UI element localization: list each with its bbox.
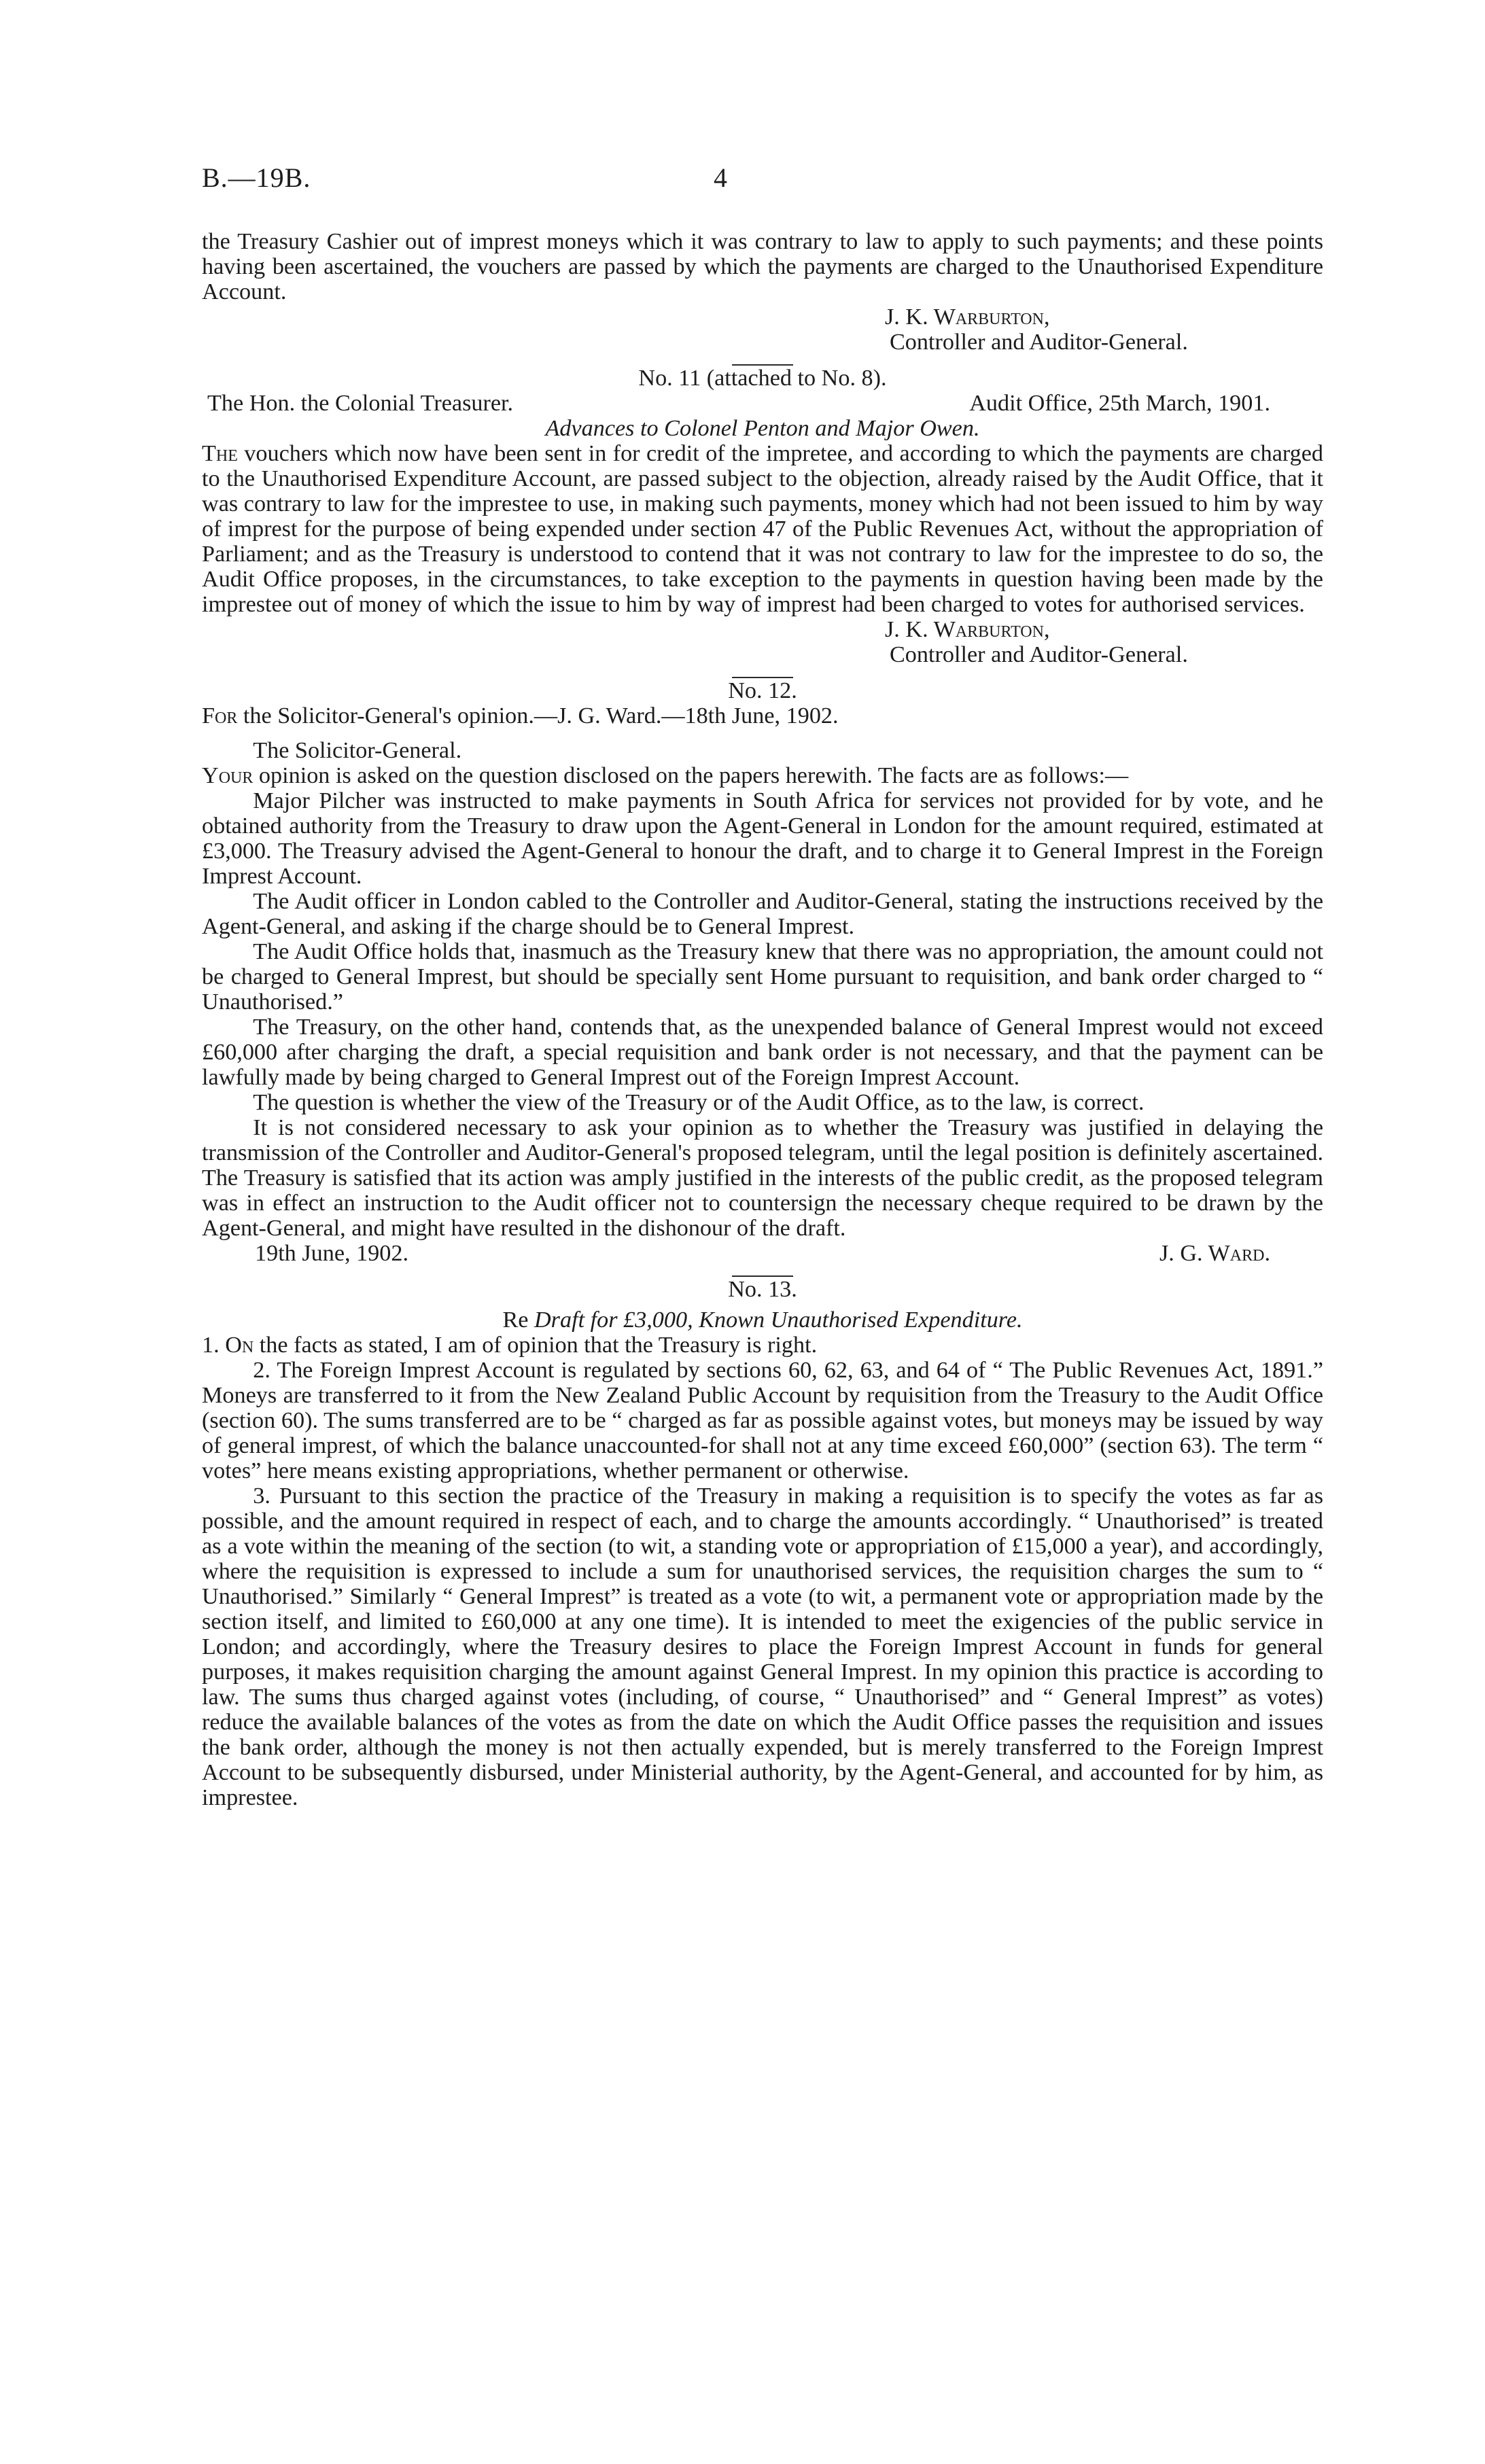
section-paragraph: The question is whether the view of the Treasury or of the Audit Office, as to the law, is correct. bbox=[253, 1090, 1145, 1115]
section-paragraph bbox=[202, 441, 1323, 617]
section-subject bbox=[202, 1307, 1323, 1333]
numbered-paragraph: 2. The Foreign Imprest Account is regulated by sections 60, 62, 63, and 64 of “ The Public Revenues Act, 1891.” Moneys are transferred to it from the New Zealand Public Account by requisition from the Treasury to the Audit Office (section 60). The sums transferred are to be “ charged as far as possible against votes, but moneys may be issued by way of general imprest, of which the balance unaccounted-for shall not at any time exceed £60,000” (section 63). The term “ votes” here means existing appropriations, whether permanent or otherwise. bbox=[202, 1358, 1323, 1483]
lead-word: For bbox=[202, 703, 238, 728]
date: 19th June, 1902. bbox=[255, 1241, 409, 1266]
section-paragraph: Major Pilcher was instructed to make payments in South Africa for services not provided for by vote, and he obtained authority from the Treasury to draw upon the Agent-General in London for the amount required, estimated at £3,000. The Treasury advised the Agent-General to honour the draft, and to charge it to General Imprest in the Foreign Imprest Account. bbox=[202, 788, 1323, 889]
page-header bbox=[202, 162, 1323, 209]
lead-word: Your bbox=[202, 763, 254, 788]
numbered-paragraph bbox=[202, 1333, 1323, 1358]
paragraph-text: the facts as stated, I am of opinion that the Treasury is right. bbox=[259, 1333, 818, 1358]
section-heading: No. 13. bbox=[728, 1277, 797, 1302]
section-paragraph: The Treasury, on the other hand, contends that, as the unexpended balance of General Imprest would not exceed £60,000 after charging the draft, a special requisition and bank order is not necessary, and that the payment can be lawfully made by being charged to General Imprest out of the Foreign Imprest Account. bbox=[202, 1015, 1323, 1090]
document-id: B.—19B. bbox=[202, 162, 311, 193]
document-no-11 bbox=[202, 366, 1323, 667]
section-heading: No. 11 (attached to No. 8). bbox=[638, 366, 887, 391]
request-line bbox=[202, 703, 1323, 728]
paragraph-number: 1. bbox=[202, 1333, 220, 1358]
paragraph-text: vouchers which now have been sent in for credit of the impretee, and according to which the payments are charged to the Unauthorised Expenditure Account, are passed subject to the objection, already raised by the Audit Office, that it was contrary to law for the imprestee to use, in making such payments, money which had not been issued to him by way of imprest for the purpose of being expended under section 47 of the Public Revenues Act, without the appropriation of Parliament; and as the Treasury is understood to contend that it was not contrary to law for the imprestee to do so, the Audit Office proposes, in the circumstances, to take exception to the payments in question having been made by the imprestee out of money of which the issue to him by way of imprest had been charged to votes for authorised services. bbox=[202, 441, 1324, 617]
document-no-12 bbox=[202, 678, 1323, 1266]
place-date: Audit Office, 25th March, 1901. bbox=[969, 391, 1270, 416]
section-heading: No. 12. bbox=[728, 678, 797, 703]
addressee: The Hon. the Colonial Treasurer. bbox=[207, 391, 514, 416]
opening-continuation bbox=[202, 229, 1323, 355]
date-signature-line bbox=[202, 1241, 1323, 1266]
page-number: 4 bbox=[714, 162, 727, 193]
signature-name: J. K. Warburton, bbox=[885, 304, 1050, 330]
subject-prefix: Re bbox=[502, 1307, 529, 1333]
signature: J. G. Ward. bbox=[1159, 1241, 1270, 1266]
opening-paragraph: the Treasury Cashier out of imprest moneys which it was contrary to law to apply to such payments; and these points having been ascertained, the vouchers are passed by which the payments are charged to the Unauthorised Expenditure Account. bbox=[202, 229, 1323, 304]
subject-text: Draft for £3,000, Known Unauthorised Expenditure. bbox=[534, 1307, 1023, 1333]
signature-title: Controller and Auditor-General. bbox=[890, 330, 1188, 355]
document-no-13 bbox=[202, 1277, 1323, 1810]
address-line bbox=[202, 391, 1323, 416]
section-paragraph bbox=[202, 763, 1323, 788]
lead-word: The bbox=[202, 441, 238, 466]
signature-name: J. K. Warburton, bbox=[885, 617, 1050, 642]
section-paragraph: The Audit officer in London cabled to the Controller and Auditor-General, stating the instructions received by the Agent-General, and asking if the charge should be to General Imprest. bbox=[202, 889, 1323, 939]
paragraph-text: opinion is asked on the question disclosed on the papers herewith. The facts are as follows:— bbox=[258, 763, 1129, 788]
document-body bbox=[202, 229, 1323, 1810]
section-subject: Advances to Colonel Penton and Major Owen. bbox=[545, 416, 980, 441]
section-paragraph: The Audit Office holds that, inasmuch as the Treasury knew that there was no appropriation, the amount could not be charged to General Imprest, but should be specially sent Home pursuant to requisition, and bank order charged to “ Unauthorised.” bbox=[202, 939, 1323, 1015]
addressee: The Solicitor-General. bbox=[253, 738, 462, 763]
lead-word: On bbox=[225, 1333, 254, 1358]
numbered-paragraph: 3. Pursuant to this section the practice of the Treasury in making a requisition is to specify the votes as far as possible, and the amount required in respect of each, and to charge the amounts accordingly. “ Unauthorised” is treated as a vote within the meaning of the section (to wit, a standing vote or appropriation of £15,000 a year), and accordingly, where the requisition is expressed to include a sum for unauthorised services, the requisition charges the sum to “ Unauthorised.” Similarly “ General Imprest” is treated as a vote (to wit, a permanent vote or appropriation made by the section itself, and limited to £60,000 at any one time). It is intended to meet the exigencies of the public service in London; and accordingly, where the Treasury desires to place the Foreign Imprest Account in funds for general purposes, it makes requisition charging the amount against General Imprest. In my opinion this practice is according to law. The sums thus charged against votes (including, of course, “ Unauthorised” and “ General Imprest” as votes) reduce the available balances of the votes as from the date on which the Audit Office passes the requisition and issues the bank order, although the money is not then actually expended, but is merely transferred to the Foreign Imprest Account to be subsequently disbursed, under Ministerial authority, by the Agent-General, and accounted for by him, as imprestee. bbox=[202, 1483, 1323, 1810]
signature-title: Controller and Auditor-General. bbox=[890, 642, 1188, 667]
section-paragraph: It is not considered necessary to ask your opinion as to whether the Treasury was justified in delaying the transmission of the Controller and Auditor-General's proposed telegram, until the legal position is definitely ascertained. The Treasury is satisfied that its action was amply justified in the interests of the public credit, as the proposed telegram was in effect an instruction to the Audit officer not to countersign the necessary cheque required to be drawn by the Agent-General, and might have resulted in the dishonour of the draft. bbox=[202, 1115, 1323, 1241]
request-text: the Solicitor-General's opinion.—J. G. Ward.—18th June, 1902. bbox=[243, 703, 839, 728]
